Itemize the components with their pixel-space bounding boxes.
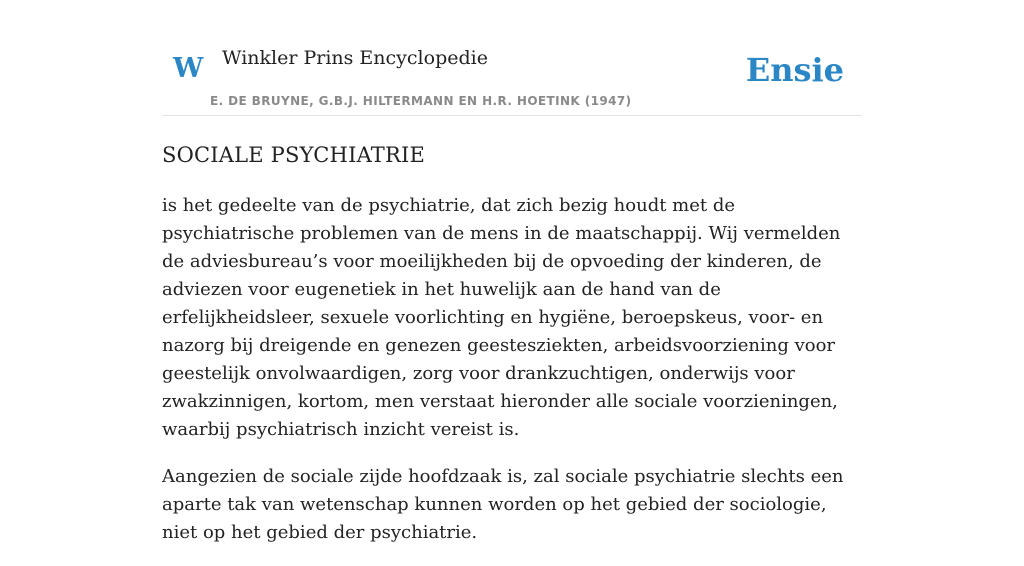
entry-body [162, 192, 862, 566]
entry-title: SOCIALE PSYCHIATRIE [162, 143, 426, 167]
source-logo[interactable]: W [173, 53, 204, 84]
page [162, 0, 862, 543]
entry-paragraph: is het gedeelte van de psychiatrie, dat zich bezig houdt met de psychiatrische problemen van de mens in de maatschappij. Wij vermelden de adviesbureau’s voor moeilijkheden bij de opvoeding der kinderen, de adviezen voor eugenetiek in het huwelijk aan de hand van de erfelijkheidsleer, sexuele voorlichting en hygiëne, beroepskeus, voor- en nazorg bij dreigende en genezen geestesziekten, arbeidsvoorziening voor geestelijk onvolwaardigen, zorg voor drankzuchtigen, onderwijs voor zwakzinnigen, kortom, men verstaat hieronder alle sociale voorzieningen, waarbij psychiatrisch inzicht vereist is. [162, 195, 841, 440]
source-header [162, 0, 862, 116]
source-authors: E. DE BRUYNE, G.B.J. HILTERMANN EN H.R. HOETINK (1947) [210, 94, 632, 108]
entry-paragraph: Aangezien de sociale zijde hoofdzaak is, zal sociale psychiatrie slechts een aparte tak van wetenschap kunnen worden op het gebied der sociologie, niet op het gebied der psychiatrie. [162, 466, 844, 543]
source-title[interactable]: Winkler Prins Encyclopedie [222, 47, 488, 69]
ensie-logo[interactable]: Ensie [745, 51, 844, 89]
